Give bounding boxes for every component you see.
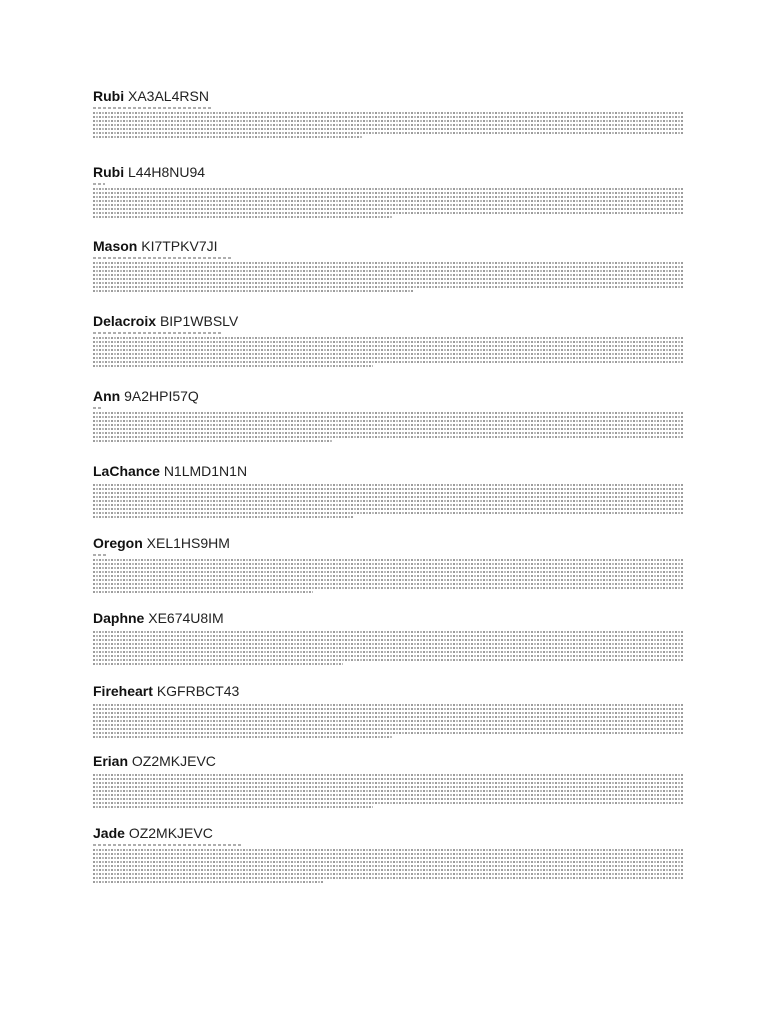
entry-subline <box>93 554 107 556</box>
entry-code: OZ2MKJEVC <box>131 753 216 769</box>
entry-code: XEL1HS9HM <box>146 535 230 551</box>
entry-subline <box>93 257 233 259</box>
entry-code: XA3AL4RSN <box>128 88 209 104</box>
entry-body-text <box>93 484 683 518</box>
entry-block <box>93 825 683 885</box>
entry-title <box>93 463 683 479</box>
entry-title <box>93 825 683 841</box>
entry-title <box>93 753 683 769</box>
entry-name: Rubi <box>93 88 125 104</box>
entry-block <box>93 683 683 740</box>
entry-body-text <box>93 774 683 808</box>
entry-name: Ann <box>93 388 121 404</box>
entry-name: LaChance <box>93 463 160 479</box>
entry-code: KGFRBCT43 <box>156 683 240 699</box>
entry-title <box>93 388 683 404</box>
entry-block <box>93 313 683 369</box>
entry-block <box>93 463 683 520</box>
entry-block <box>93 610 683 667</box>
entry-title <box>93 238 683 254</box>
entry-body-text <box>93 704 683 738</box>
entry-name: Jade <box>93 825 125 841</box>
entry-block <box>93 238 683 294</box>
entry-name: Oregon <box>93 535 143 551</box>
entry-title <box>93 164 683 180</box>
entry-block <box>93 164 683 220</box>
entry-code: KI7TPKV7JI <box>141 238 218 254</box>
entry-name: Mason <box>93 238 138 254</box>
entry-body-text <box>93 337 683 367</box>
entry-subline <box>93 107 213 109</box>
entry-block <box>93 535 683 595</box>
entry-body-text <box>93 188 683 218</box>
entry-body-text <box>93 412 683 442</box>
entry-title <box>93 313 683 329</box>
entry-subline <box>93 332 223 334</box>
entry-title <box>93 88 683 104</box>
entry-name: Delacroix <box>93 313 157 329</box>
entry-body-text <box>93 262 683 292</box>
entry-code: N1LMD1N1N <box>163 463 248 479</box>
entry-body-text <box>93 849 683 883</box>
entry-name: Erian <box>93 753 129 769</box>
entry-block <box>93 388 683 444</box>
entry-name: Fireheart <box>93 683 153 699</box>
entry-block <box>93 88 683 140</box>
entry-code: BIP1WBSLV <box>159 313 239 329</box>
entry-body-text <box>93 112 683 138</box>
entry-name: Daphne <box>93 610 145 626</box>
entry-code: L44H8NU94 <box>128 164 206 180</box>
entry-title <box>93 683 683 699</box>
entry-block <box>93 753 683 810</box>
entry-subline <box>93 407 103 409</box>
entry-name: Rubi <box>93 164 125 180</box>
entry-code: OZ2MKJEVC <box>128 825 213 841</box>
entry-subline <box>93 183 105 185</box>
entry-code: XE674U8IM <box>148 610 224 626</box>
entry-title <box>93 535 683 551</box>
entry-subline <box>93 844 243 846</box>
entry-title <box>93 610 683 626</box>
entry-code: 9A2HPI57Q <box>124 388 199 404</box>
entry-body-text <box>93 559 683 593</box>
entry-body-text <box>93 631 683 665</box>
